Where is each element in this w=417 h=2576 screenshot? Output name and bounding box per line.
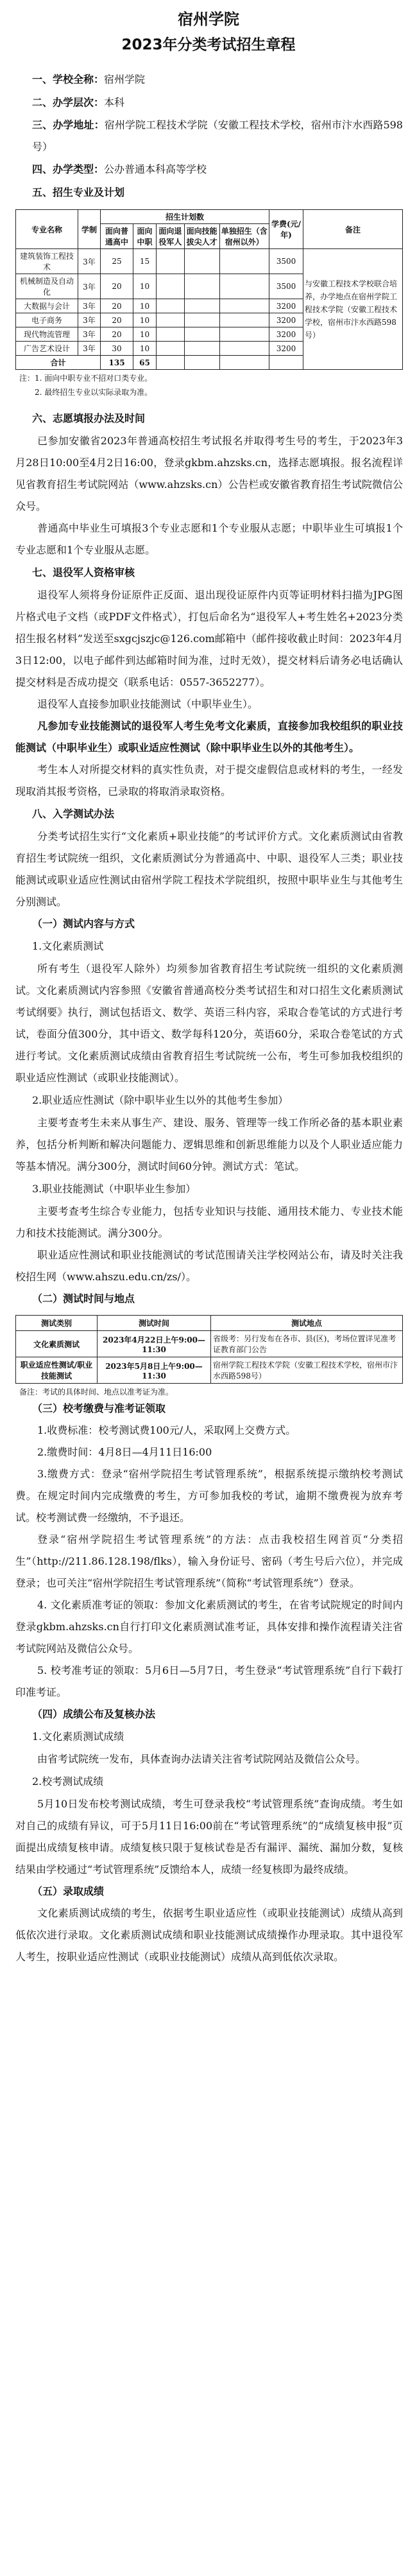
section-4-p2: 5月10日发布校考测试成绩，考生可登录我校“考试管理系统”查询成绩。考生如对自己的成绩有异议，可于5月11日16:00前在“考试管理系统”的“成绩复核申报”页面提出成绩复核申请。成绩复核只限于复核试卷是否有漏评、漏统、漏加分数，复核结果由学校通过“考试管理系统”反馈给本人，成绩一经复核即为最终成绩。 (15, 1798, 403, 1875)
th-sub: 面向技能拔尖人才 (184, 224, 219, 249)
test-schedule-table (15, 1315, 403, 1384)
section-3-title: （三）校考缴费与准考证领取 (32, 1402, 166, 1414)
section-8-sub2: （二）测试时间与地点 (32, 1292, 135, 1305)
th-plan: 招生计划数 (101, 210, 269, 224)
admission-card-school: 5. 校考准考证的领取：5月6日—5月7日，考生登录“考试管理系统”自行下载打印准考证。 (15, 1664, 403, 1698)
section-4-p1: 由省考试院统一发布，具体查询办法请关注省考试院网站及微信公众号。 (37, 1753, 366, 1765)
section-7-p1: 退役军人须将身份证原件正反面、退出现役证原件内页等证明材料扫描为JPG图片格式电子文档（或PDF文件格式），打包后命名为“退役军人+考生姓名+2023分类招生报名材料”发送至sxgcjszjc@126.com邮箱中（邮件接收截止时间：2023年4月3日12:00，以电子邮件到达邮箱时间为准，过时无效），提交材料后请务必电话确认提交材料是否成功提交（联系电话：0557-3652277）。 (15, 589, 403, 688)
section-8-p1: 分类考试招生实行“文化素质+职业技能”的考试评价方式。文化素质测试由省教育招生考试院统一组织，文化素质测试分为普通高中、中职、退役军人三类；职业技能测试或职业适应性测试由宿州学院工程技术学院组织，按照中职毕业生与其他考生分别测试。 (15, 830, 403, 908)
fee-method: 3.缴费方式：登录“宿州学院招生考试管理系统”，根据系统提示缴纳校考测试费。在规定时间内完成缴费的考生，方可参加我校的考试，逾期不缴费视为放弃考试。校考测试费一经缴纳，不予退还。 (15, 1468, 403, 1524)
section-8-p5: 职业适应性测试和职业技能测试的考试范围请关注学校网站公布，请及时关注我校招生网（www.ahszu.edu.cn/zs/）。 (15, 1249, 403, 1283)
th-sub: 面向中职 (133, 224, 157, 249)
basic-address: 三、办学地址：宿州学院工程技术学院（安徽工程技术学校，宿州市汴水西路598号） (32, 119, 403, 153)
th-major: 专业名称 (16, 210, 78, 249)
th-sub: 单独招生（含宿州以外） (219, 224, 269, 249)
table-note-2: 2. 最终招生专业以实际录取为准。 (35, 388, 153, 397)
section-8-title: 八、入学测试办法 (32, 808, 115, 820)
table-note-1: 注：1. 面向中职专业不招对口类专业。 (19, 374, 153, 383)
section-6-title: 六、志愿填报办法及时间 (32, 412, 146, 424)
section-7-title: 七、退役军人资格审核 (32, 566, 135, 579)
section-7-p2: 退役军人直接参加职业技能测试（中职毕业生）。 (37, 698, 259, 710)
admission-card-culture: 4. 文化素质准考证的领取：参加文化素质测试的考生，在省考试院规定的时间内登录gkbm.ahzsks.cn自行打印文化素质测试准考证，具体安排和操作流程请关注省考试院网站及微信公众号。 (15, 1599, 403, 1655)
section-7-bold: 凡参加专业技能测试的退役军人考生免考文化素质，直接参加我校组织的职业技能测试（中职毕业生）或职业适应性测试（除中职毕业生以外的其他考生）。 (15, 720, 403, 754)
section-6-p1: 已参加安徽省2023年普通高校招生考试报名并取得考生号的考生，于2023年3月28日10:00至4月2日16:00，登录gkbm.ahzsks.cn，选择志愿填报。报名流程详见省教育招生考试院网站（www.ahzsks.cn）公告栏或安徽省教育招生考试院微信公众号。 (15, 435, 403, 512)
basic-level: 二、办学层次：本科 (32, 96, 125, 109)
schedule-note: 备注：考试的具体时间、地点以准考证为准。 (19, 1388, 174, 1397)
school-title: 宿州学院 (178, 10, 239, 28)
section-8-p4: 主要考查考生综合专业能力，包括专业知识与技能、通用技术能力、专业技术能力和技术技能测试。满分300分。 (15, 1205, 403, 1239)
section-4-title: （四）成绩公布及复核办法 (32, 1708, 156, 1720)
th-type: 测试类别 (16, 1316, 98, 1331)
plan-heading: 五、招生专业及计划 (32, 186, 125, 198)
section-4-s1: 1.文化素质测试成绩 (32, 1730, 124, 1743)
table-row: 电子商务 3年 20 10 3200 (16, 313, 403, 327)
enrollment-plan-table (15, 209, 403, 370)
table-row: 大数据与会计 3年 20 10 3200 (16, 299, 403, 313)
section-5-title: （五）录取成绩 (32, 1885, 105, 1897)
basic-type: 四、办学类型：公办普通本科高等学校 (32, 163, 207, 175)
table-row: 文化素质测试 2023年4月22日上午9:00—11:30 省级考：另行发布在各市、县(区)，考场位置详见准考证教育部门公告 (16, 1331, 403, 1357)
remark-cell: 与安徽工程技术学校联合培养，办学地点在宿州学院工程技术学院（安徽工程技术学校，宿州市汴水西路598号） (303, 249, 403, 370)
fee-time: 2.缴费时间：4月8日—4月11日16:00 (37, 1446, 212, 1458)
th-note: 备注 (303, 210, 403, 249)
section-8-s3: 3.职业技能测试（中职毕业生参加） (32, 1183, 196, 1195)
section-6-p2: 普通高中毕业生可填报3个专业志愿和1个专业服从志愿；中职毕业生可填报1个专业志愿和1个专业服从志愿。 (15, 522, 403, 556)
th-fee: 学费(元/年) (269, 210, 303, 249)
table-row: 机械制造及自动化 3年 20 10 3500 (16, 274, 403, 299)
table-row: 职业适应性测试/职业技能测试 2023年5月8日上午9:00—11:30 宿州学院工程技术学院（安徽工程技术学校，宿州市汴水西路598号） (16, 1357, 403, 1384)
th-sub: 面向退役军人 (156, 224, 184, 249)
table-total-row: 合计 135 65 (16, 356, 403, 370)
table-row: 广告艺术设计 3年 30 10 3200 (16, 342, 403, 356)
section-8-p3: 主要考查考生未来从事生产、建设、服务、管理等一线工作所必备的基本职业素养，包括分析判断和解决问题能力、逻辑思维和创新思维能力以及个人职业适应能力等基本情况。满分300分，测试时间60分钟。测试方式：笔试。 (15, 1117, 403, 1172)
basic-school-name: 一、学校全称：宿州学院 (32, 73, 146, 85)
section-8-s2: 2.职业适应性测试（除中职毕业生以外的其他考生参加） (32, 1094, 289, 1106)
section-4-s2: 2.校考测试成绩 (32, 1775, 104, 1788)
fee-standard: 1.收费标准：校考测试费100元/人，采取网上交费方式。 (37, 1424, 296, 1436)
th-sub: 面向普通高中 (101, 224, 133, 249)
section-8-s1: 1.文化素质测试 (32, 940, 104, 952)
document-title: 2023年分类考试招生章程 (121, 37, 296, 53)
th-place: 测试地点 (211, 1316, 403, 1331)
th-years: 学制 (78, 210, 101, 249)
table-row: 现代物流管理 3年 20 10 3200 (16, 327, 403, 342)
table-row: 建筑装饰工程技术 3年 25 15 3500 与安徽工程技术学校联合培养，办学地点在宿州学院工程技术学院（安徽工程技术学校，宿州市汴水西路598号） (16, 249, 403, 274)
th-time: 测试时间 (98, 1316, 211, 1331)
section-8-sub1: （一）测试内容与方式 (32, 918, 135, 930)
system-login: 登录“宿州学院招生考试管理系统”的方法：点击我校招生网首页“分类招生”（http://211.86.128.198/flks），输入身份证号、密码（考生号后六位），并完成登录；也可关注“宿州学院招生考试管理系统”（简称“考试管理系统”）登录。 (15, 1533, 403, 1589)
section-8-p2: 所有考生（退役军人除外）均须参加省教育招生考试院统一组织的文化素质测试。文化素质测试内容参照《安徽省普通高校分类考试招生和对口招生文化素质测试考试纲要》执行，测试包括语文、数学、英语三科内容，采取合卷笔试的方式进行考试，卷面分值300分，其中语文、数学每科120分，英语60分，采取合卷笔试的方式进行考试。文化素质测试成绩由省教育招生考试院统一公布，考生可参加我校组织的职业适应性测试（或职业技能测试）。 (15, 962, 403, 1084)
section-7-p3: 考生本人对所提交材料的真实性负责，对于提交虚假信息或材料的考生，一经发现取消其报考资格，已录取的将取消录取资格。 (15, 763, 403, 797)
section-5-p1: 文化素质测试成绩的考生，依据考生职业适应性（或职业技能测试）成绩从高到低依次进行录取。文化素质测试成绩和职业技能测试成绩操作办理录取。其中退役军人考生，按职业适应性测试（或职业技能测试）成绩从高到低依次录取。 (15, 1907, 403, 1963)
